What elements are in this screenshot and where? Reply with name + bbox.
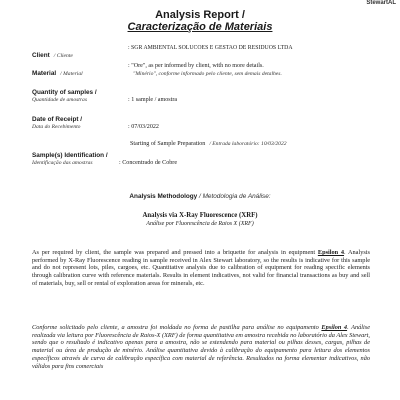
material-label-pt: / Material [60,71,83,77]
prep-start-label-pt: / Entrada laboratório: 10/03/2022 [209,141,287,147]
report-title-en: Analysis Report / [155,9,245,21]
corner-logo-text: StewartAL [366,0,396,6]
sample-id-label: Sample(s) Identification / [32,152,108,159]
client-label-group [32,44,73,62]
methodology-heading [0,193,400,200]
methodology-paragraph-en: As per required by client, the sample was prepared and pressed into a briquette for analysis in equipment Epsilon 4. Analysis performed by X-Ray Fluorescence reading in sample received in Alex Stewart laboratory, so the results is indicative for this sample and do not represent lots, piles, cargoes, etc. Quantitative analysis due to calibration of equipment for reading specific elements through calibration curve with reference materials. Results in element indicatives, not valid for financial transactions as buy and sell of materials, buy, sell or rental of exploration areas for minerals, etc. [32,249,370,287]
client-value: : SGR AMBIENTAL SOLUCOES E GESTAO DE RESIDUOS LTDA [128,45,293,51]
prep-start-label: Starting of Sample Preparation [130,141,206,147]
xrf-subheading: Analysis via X-Ray Fluorescence (XRF) [142,212,258,219]
equipment-name-pt: Epsilon 4 [321,324,348,331]
sample-id-value: : Concentrado de Cobre [119,160,178,166]
client-label-pt: / Cliente [53,53,73,59]
date-receipt-label-pt: Data do Recebimento [32,124,81,130]
material-value-pt: "Minério", conforme informado pelo cliente, sem demais detalhes. [133,71,282,77]
material-label-group [32,62,83,80]
methodology-heading-pt: / Metodologia de Análise: [199,193,271,200]
date-receipt-value: : 07/03/2022 [128,124,159,130]
methodology-heading-en: Analysis Methodology [129,193,198,200]
methodology-paragraph-pt: Conforme solicitado pelo cliente, a amostra foi moldada no forma de pastilha para análise no equipamento Epsilon 4. Análise realizada via leitura por Fluorescência de Raios-X (XRF) de forma quantitativa em amostra recebida no laboratório da Alex Stewart, sendo que o resultado é indicativo apenas para a amostra, não se estendendo para material ou pilhas desses, cargas, pilhas de material ou área de produção de minério. Análise quantitativa devido à calibração do equipamento para leitura dos elementos específicos através de curva de calibração específica com material de referência. Resultados na forma elementar indicativos, não válidos para fins comerciais [32,324,370,370]
prep-start-group [130,132,287,150]
equipment-name: Epsilon 4 [317,249,345,256]
xrf-subheading-pt: Análise por Fluorescência de Raios X (XRF) [146,221,254,227]
quantity-label-pt: Quantidade de amostras [32,97,88,103]
quantity-label: Quantity of samples / [32,89,97,96]
material-value: : "Ore", as per informed by client, with no more details. [128,63,264,69]
report-title-pt: Caracterização de Materiais [127,21,273,33]
date-receipt-label: Date of Receipt / [32,116,83,123]
sample-id-label-pt: Identificação das amostras [32,160,93,166]
material-label: Material [32,70,57,77]
quantity-value: : 1 sample / amostra [128,97,178,103]
client-label: Client [32,52,50,59]
